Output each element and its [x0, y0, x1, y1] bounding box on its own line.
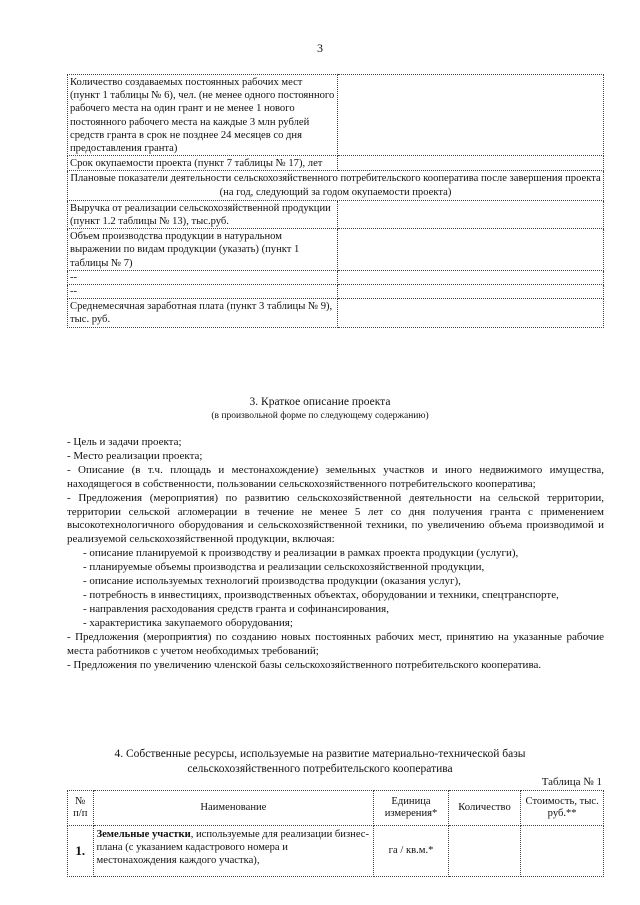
- project-description: [67, 436, 604, 672]
- section-3-title: 3. Краткое описание проекта: [249, 396, 391, 408]
- row-name-bold: Земельные участки: [96, 829, 191, 840]
- row-cost: [521, 826, 604, 877]
- list-subitem: - потребность в инвестициях, производственных объектах, оборудовании и техники, спецтранспорте,: [83, 588, 559, 601]
- list-subitem: - описание используемых технологий производства продукции (оказания услуг),: [83, 575, 461, 588]
- table-row: [68, 75, 604, 156]
- indicators-table: [67, 74, 604, 328]
- table-label: Таблица № 1: [541, 776, 602, 788]
- column-header-qty: Количество: [448, 791, 520, 826]
- row-number: 1.: [68, 826, 94, 877]
- page-number: 3: [317, 41, 323, 55]
- section-3-subtitle: (в произвольной форме по следующему содержанию): [211, 411, 429, 421]
- column-header-cost: Стоимость, тыс. руб.**: [521, 791, 604, 826]
- table-header-row: [68, 791, 604, 826]
- indicator-value: [337, 200, 603, 228]
- list-subitem: - характеристика закупаемого оборудования;: [83, 616, 293, 629]
- indicator-value: [337, 285, 603, 299]
- section-4-title-line: 4. Собственные ресурсы, используемые на развитие материально-технической базы: [114, 748, 526, 760]
- table-row: [68, 200, 604, 228]
- row-name: [93, 826, 374, 877]
- column-header-unit: Единица измерения*: [374, 791, 449, 826]
- row-qty: [448, 826, 520, 877]
- indicator-value: [337, 229, 603, 271]
- planned-indicators-header: Плановые показатели деятельности сельскохозяйственного потребительского кооператива после завершения проекта (на год, следующий за годом окупаемости проекта): [68, 171, 604, 200]
- table-row: [68, 229, 604, 271]
- row-unit: га / кв.м.*: [374, 826, 449, 877]
- column-header-num: № п/п: [68, 791, 94, 826]
- indicator-value: [337, 270, 603, 284]
- table-row: [68, 826, 604, 877]
- list-item: - Предложения (мероприятия) по развитию сельскохозяйственной деятельности на сельской территории, территории сельской агломерации в течение не менее 5 лет со дня получения гранта с применением высокотехнологичного оборудования и сельскохозяйственной техники, по увеличению объема производимой и реализуемой сельскохозяйственной продукции, включая:: [67, 491, 604, 546]
- indicator-label: Срок окупаемости проекта (пункт 7 таблицы № 17), лет: [68, 156, 338, 171]
- section-4-title-line: сельскохозяйственного потребительского кооператива: [187, 763, 453, 775]
- indicator-label: --: [68, 270, 338, 284]
- column-header-name: Наименование: [93, 791, 374, 826]
- indicator-value: [337, 299, 603, 327]
- table-row: [68, 270, 604, 284]
- list-item: - Предложения (мероприятия) по созданию новых постоянных рабочих мест, принятию на указанные рабочие места работников с учетом необходимых требований;: [67, 630, 604, 657]
- indicator-label: Среднемесячная заработная плата (пункт 3 таблицы № 9), тыс. руб.: [68, 299, 338, 327]
- table-row: [68, 285, 604, 299]
- list-item: - Место реализации проекта;: [67, 449, 203, 462]
- list-item: - Описание (в т.ч. площадь и местонахождение) земельных участков и иного недвижимого имущества, находящегося в собственности, пользовании сельскохозяйственного потребительского кооператива;: [67, 463, 604, 490]
- resources-table: [67, 790, 604, 877]
- indicator-label: Количество создаваемых постоянных рабочих мест (пункт 1 таблицы № 6), чел. (не менее одного постоянного рабочего места на один грант и не менее 1 нового постоянного рабочего места на каждые 3 млн рублей средств гранта в срок не позднее 24 месяцев со дня предоставления гранта): [68, 75, 338, 156]
- list-item: - Цель и задачи проекта;: [67, 436, 182, 448]
- list-item: - Предложения по увеличению членской базы сельскохозяйственного потребительского кооператива.: [67, 658, 542, 671]
- list-subitem: - планируемые объемы производства и реализации сельскохозяйственной продукции,: [83, 561, 485, 574]
- indicator-label: Объем производства продукции в натуральном выражении по видам продукции (указать) (пункт 1 таблицы № 7): [68, 229, 338, 271]
- section-4-title: [0, 747, 640, 777]
- indicator-value: [337, 156, 603, 171]
- table-row: [68, 299, 604, 327]
- indicator-label: --: [68, 285, 338, 299]
- row-name-rest: , используемые для реализации бизнес-плана (с указанием кадастрового номера и местонахождения каждого участка),: [96, 829, 370, 867]
- table-row: [68, 171, 604, 200]
- table-row: [68, 156, 604, 171]
- list-subitem: - описание планируемой к производству и реализации в рамках проекта продукции (услуги),: [83, 547, 519, 560]
- list-subitem: - направления расходования средств гранта и софинансирования,: [83, 602, 389, 615]
- indicator-label: Выручка от реализации сельскохозяйственной продукции (пункт 1.2 таблицы № 13), тыс.руб.: [68, 200, 338, 228]
- indicator-value: [337, 75, 603, 156]
